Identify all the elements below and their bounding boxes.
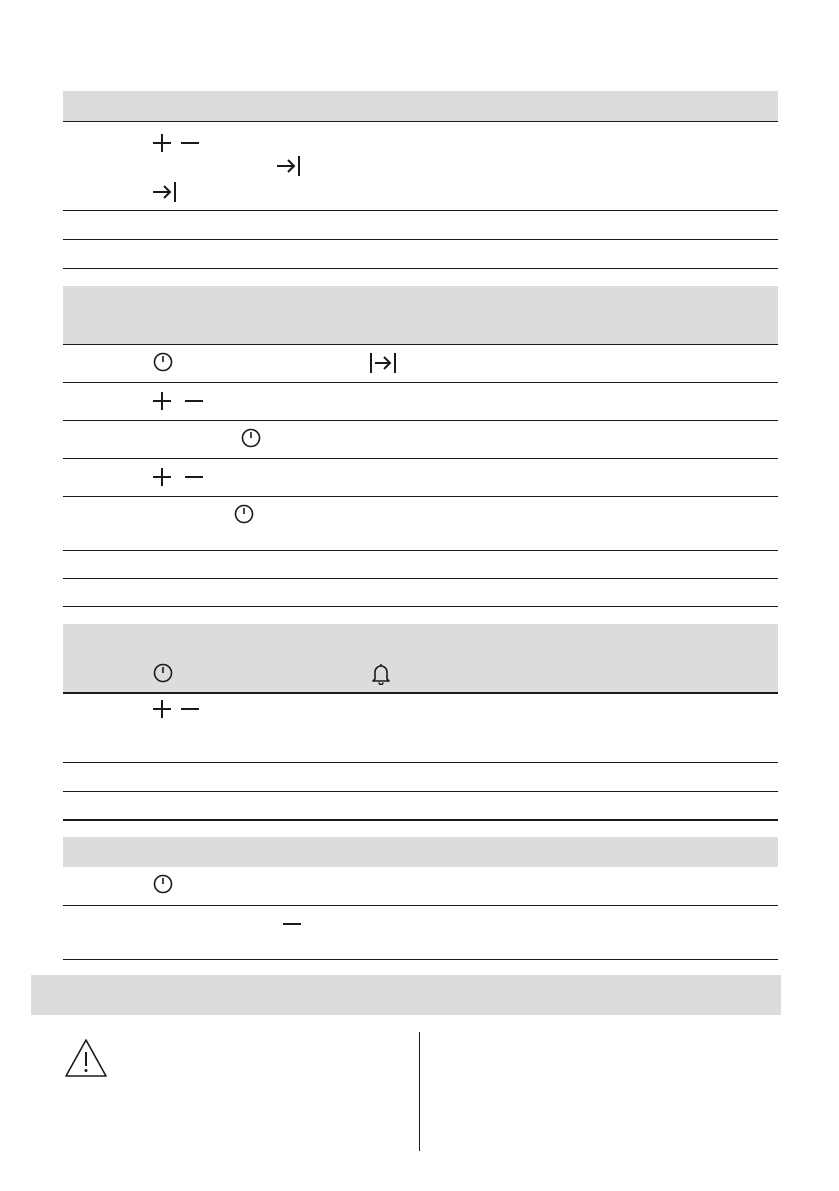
- arrow-to-bar-icon: [151, 181, 179, 203]
- row-divider: [63, 578, 778, 579]
- minus-icon: [180, 133, 200, 153]
- clock-icon: [241, 428, 261, 448]
- section-2-subheader-band: [63, 316, 778, 344]
- minus-icon: [180, 699, 200, 719]
- clock-icon: [153, 663, 173, 683]
- plus-icon: [152, 699, 172, 719]
- clock-icon: [234, 504, 254, 524]
- bell-icon: [371, 663, 391, 685]
- minus-icon: [282, 914, 302, 934]
- section-3-header-band: [63, 624, 778, 654]
- row-divider: [63, 458, 778, 459]
- row-divider: [63, 905, 778, 906]
- clock-icon: [153, 352, 173, 372]
- clock-icon: [153, 874, 173, 894]
- warning-triangle-icon: [64, 1038, 108, 1083]
- footer-header-band: [31, 975, 781, 1015]
- row-divider: [63, 959, 778, 960]
- row-divider: [63, 496, 778, 497]
- minus-icon: [184, 467, 204, 487]
- section-4-header-band: [63, 837, 778, 867]
- plus-icon: [152, 133, 172, 153]
- row-divider: [63, 268, 778, 269]
- plus-icon: [152, 467, 172, 487]
- row-divider: [63, 420, 778, 421]
- row-divider: [63, 692, 778, 694]
- row-divider: [63, 239, 778, 240]
- row-divider: [63, 121, 778, 122]
- row-divider: [63, 762, 778, 763]
- row-divider: [63, 344, 778, 345]
- section-2-header-band: [63, 286, 778, 316]
- plus-icon: [152, 391, 172, 411]
- section-1-header-band: [63, 91, 778, 121]
- arrow-to-bar-icon: [275, 155, 303, 177]
- row-divider: [63, 382, 778, 383]
- row-divider: [63, 791, 778, 792]
- bar-arrow-bar-icon: [369, 352, 399, 374]
- column-divider: [419, 1032, 420, 1151]
- row-divider: [63, 550, 778, 551]
- minus-icon: [184, 391, 204, 411]
- row-divider: [63, 819, 778, 821]
- row-divider: [63, 210, 778, 211]
- row-divider: [63, 606, 778, 607]
